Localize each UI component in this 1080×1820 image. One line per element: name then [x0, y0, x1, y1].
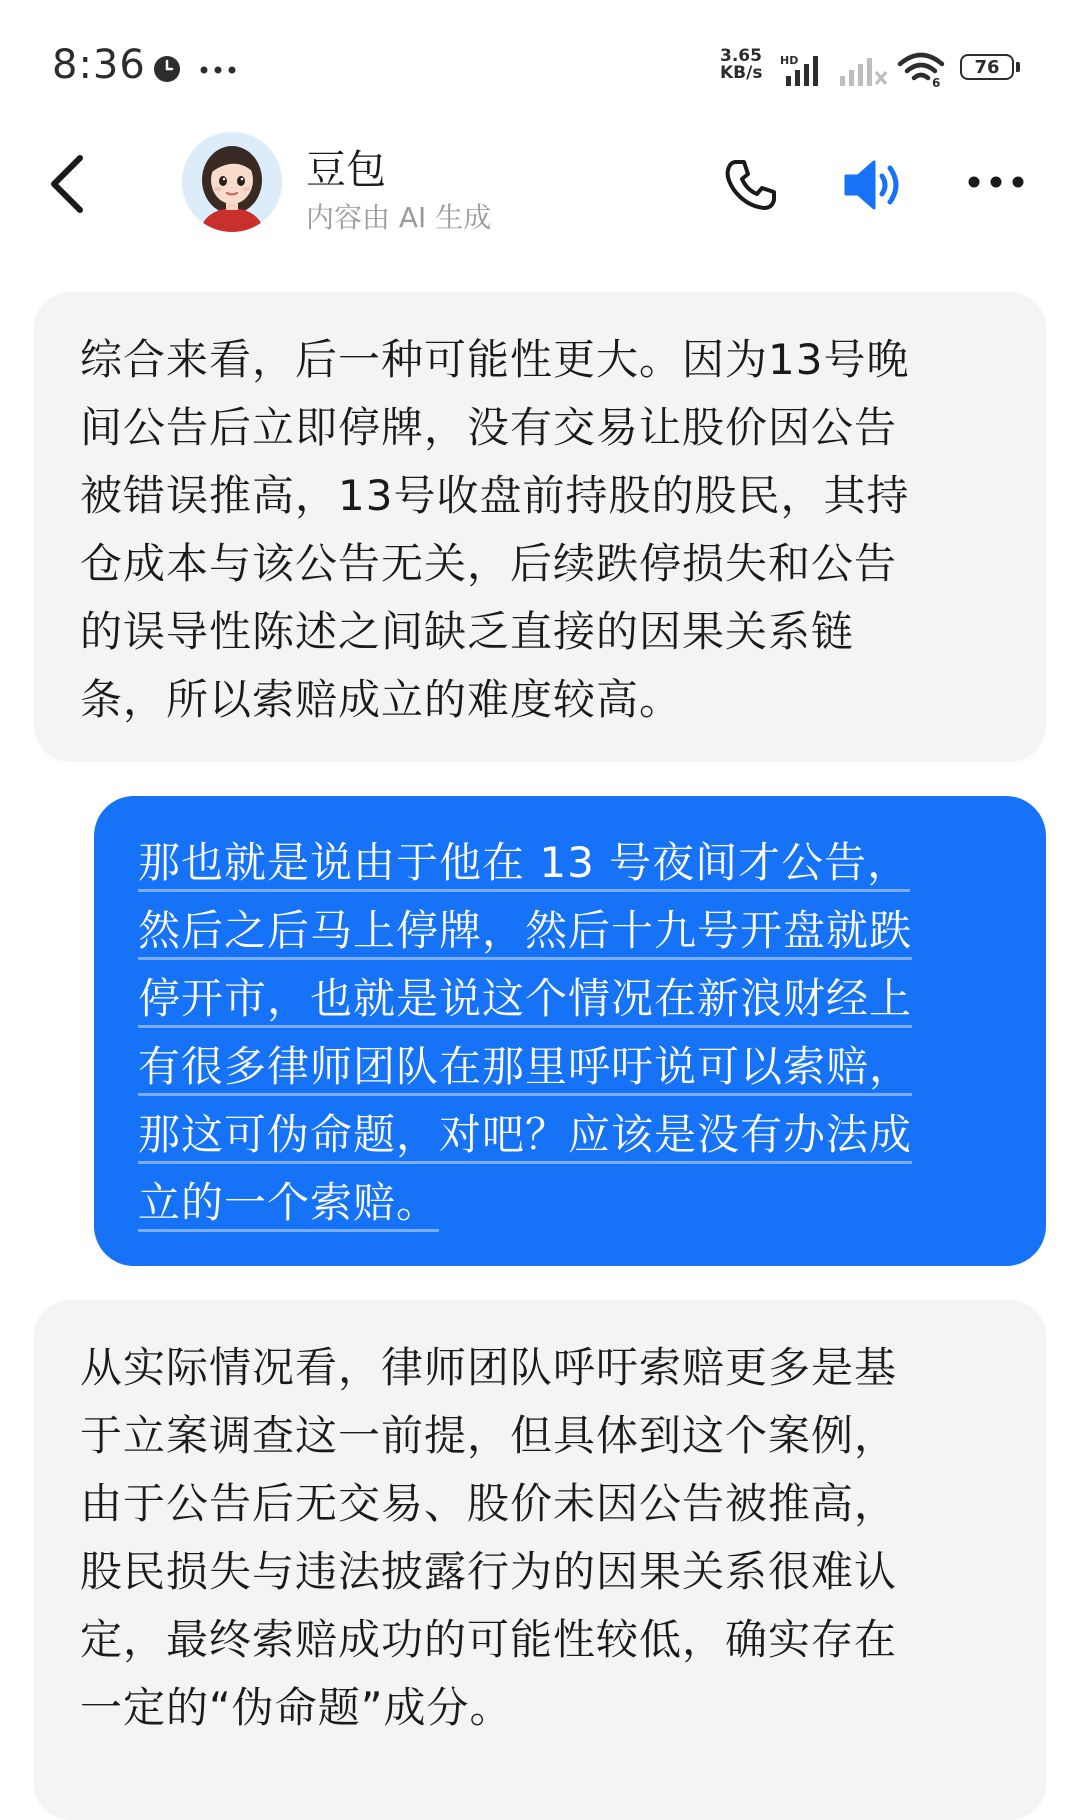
battery-icon — [960, 54, 1022, 84]
message-line: 仓成本与该公告无关，后续跌停损失和公告 — [80, 539, 898, 588]
chat-header — [0, 120, 1080, 250]
message-line: 一定的“伪命题”成分。 — [80, 1683, 513, 1732]
avatar-image — [182, 132, 282, 232]
message-line: 从实际情况看，律师团队呼吁索赔更多是基 — [80, 1343, 898, 1392]
battery-level: 76 — [960, 54, 1014, 80]
message-line: 有很多律师团队在那里呼吁说可以索赔， — [138, 1036, 988, 1104]
status-bar — [0, 0, 1080, 120]
bot-message[interactable] — [34, 1300, 1046, 1820]
message-line: 条，所以索赔成立的难度较高。 — [80, 675, 683, 724]
message-line: 那这可伪命题，对吧？应该是没有办法成 — [138, 1104, 988, 1172]
avatar[interactable] — [182, 132, 282, 232]
more-icon[interactable] — [966, 172, 1026, 192]
message-line: 那也就是说由于他在 13 号夜间才公告， — [138, 832, 988, 900]
message-line: 的误导性陈述之间缺乏直接的因果关系链 — [80, 607, 855, 656]
bot-message[interactable] — [34, 292, 1046, 762]
network-speed-unit: KB/s — [720, 63, 763, 83]
message-line: 被错误推高，13号收盘前持股的股民，其持 — [80, 471, 910, 520]
speaker-icon[interactable] — [842, 156, 906, 214]
signal-hd-icon — [776, 54, 828, 86]
wifi-icon — [896, 50, 946, 88]
clock-icon — [152, 54, 182, 84]
message-line: 然后之后马上停牌，然后十九号开盘就跌 — [138, 900, 988, 968]
network-speed — [720, 48, 772, 82]
network-speed-value: 3.65 — [720, 46, 762, 66]
message-line: 立的一个索赔。 — [138, 1172, 988, 1240]
message-line: 股民损失与违法披露行为的因果关系很难认 — [80, 1547, 898, 1596]
back-icon[interactable] — [40, 148, 100, 220]
svg-text:6: 6 — [932, 76, 941, 88]
user-message[interactable] — [94, 796, 1046, 1266]
message-line: 由于公告后无交易、股价未因公告被推高， — [80, 1479, 898, 1528]
signal-weak-icon — [838, 54, 890, 86]
hd-label: HD — [780, 54, 799, 67]
message-line: 停开市，也就是说这个情况在新浪财经上 — [138, 968, 988, 1036]
chat-title: 豆包 — [306, 147, 386, 193]
message-line: 定，最终索赔成功的可能性较低，确实存在 — [80, 1615, 898, 1664]
message-line: 于立案调查这一前提，但具体到这个案例， — [80, 1411, 898, 1460]
message-line: 间公告后立即停牌，没有交易让股价因公告 — [80, 403, 898, 452]
message-line: 综合来看，后一种可能性更大。因为13号晚 — [80, 335, 910, 384]
phone-icon[interactable] — [722, 156, 780, 214]
notification-more-icon — [200, 66, 240, 74]
chat-subtitle: 内容由 AI 生成 — [306, 201, 492, 234]
status-time: 8:36 — [52, 42, 146, 88]
